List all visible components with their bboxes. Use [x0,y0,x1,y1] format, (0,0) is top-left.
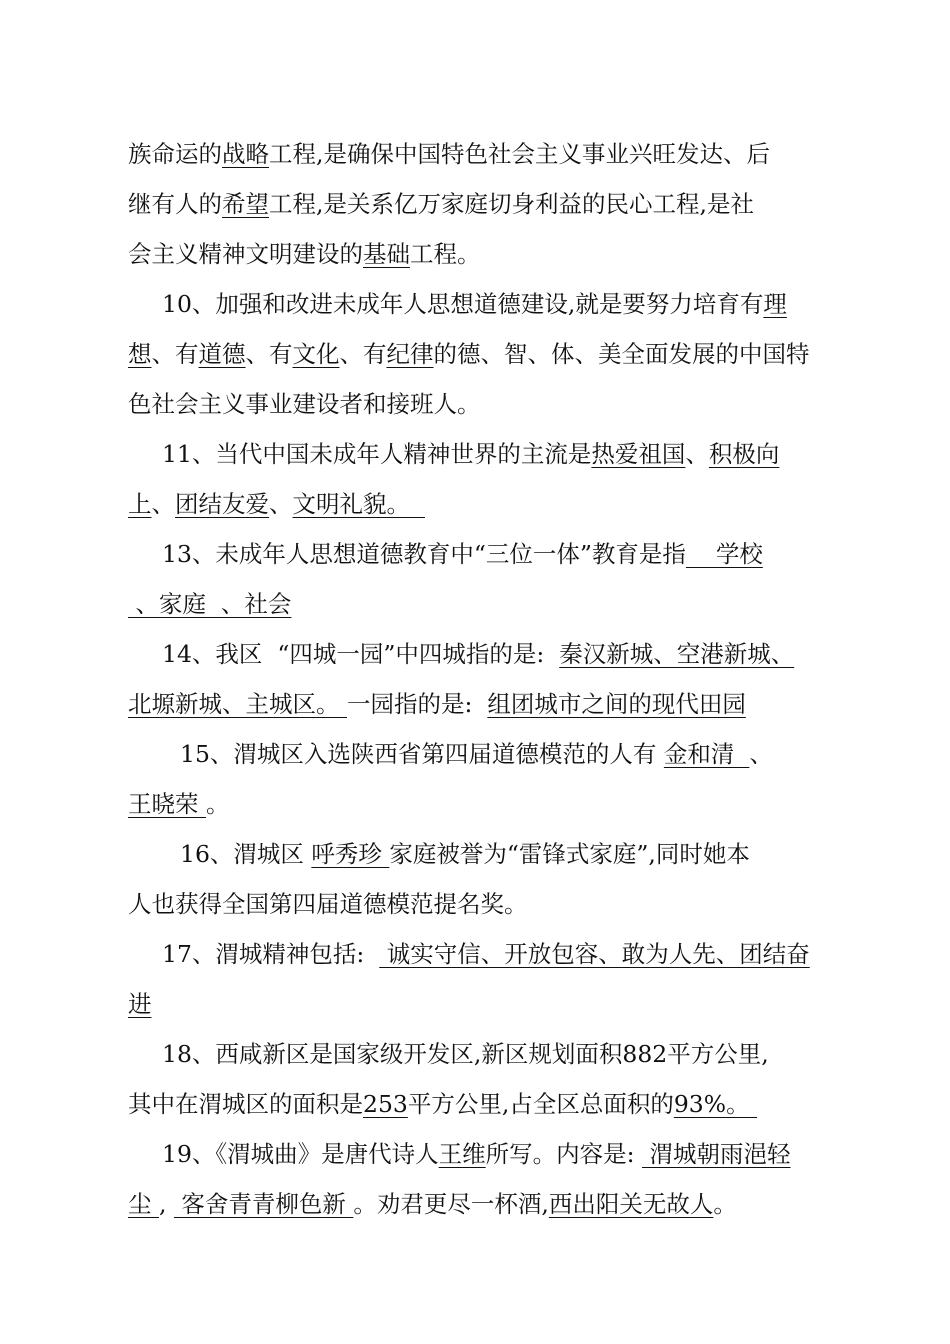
text-line [0,1182,950,1226]
question-17 [0,932,950,976]
text-segment: 的德、智、体、美全面发展的中国特 [433,340,810,368]
text-segment: 19、《渭城曲》是唐代诗人 [162,1140,439,1168]
text-segment: 。 [713,1190,737,1218]
answer-underlined: 热爱祖国 [591,440,686,468]
text-segment: 15、渭城区入选陕西省第四届道德模范的人有 [180,740,664,768]
answer-underlined: 道德 [198,340,246,368]
question-11 [0,432,950,476]
question-16 [0,832,950,876]
text-segment: 其中在渭城区的面积是 [128,1090,363,1118]
text-line [0,782,950,826]
text-segment: 。 [205,790,230,818]
text-segment: 家庭被誉为“雷锋式家庭”,同时她本 [389,840,750,868]
text-line [0,882,950,926]
answer-underlined: 理 [763,290,787,318]
question-19 [0,1132,950,1176]
text-segment: 、有 [339,340,387,368]
text-segment: 所写。内容是: [485,1140,643,1168]
text-segment: 色社会主义事业建设者和接班人。 [128,390,481,418]
answer-underlined: 王维 [438,1140,486,1168]
text-segment: 13、未成年人思想道德教育中“三位一体”教育是指 [162,540,686,568]
answer-underlined: 战略 [222,140,269,168]
text-segment: 16、渭城区 [180,840,312,868]
answer-underlined: 基础 [363,240,410,268]
text-line [0,482,950,526]
answer-underlined: 组团城市之间的现代田园 [487,690,746,718]
answer-underlined: 学校 [685,540,763,568]
answer-underlined: 团结友爱 [175,490,269,518]
text-segment: 平方公里,占全区总面积的 [407,1090,674,1118]
text-line [0,332,950,376]
text-segment: 。劝君更尽一杯酒, [353,1190,549,1218]
text-line [0,982,950,1026]
text-segment: , [158,1190,174,1218]
text-segment: 工程,是确保中国特色社会主义事业兴旺发达、后 [269,140,770,168]
text-segment: 、 [685,440,709,468]
answer-underlined: 文化 [292,340,340,368]
text-line [0,132,950,176]
answer-underlined: 希望 [222,190,269,218]
answer-underlined: 呼秀珍 [311,840,390,868]
answer-underlined: 西出阳关无故人 [548,1190,714,1218]
text-line [0,1082,950,1126]
text-segment: 族命运的 [128,140,222,168]
text-line [0,582,950,626]
text-segment: 、 [269,490,293,518]
answer-underlined: 纪律 [386,340,434,368]
answer-underlined: 王晓荣 [128,790,206,818]
text-segment: 工程。 [410,240,481,268]
answer-underlined: 进 [128,990,152,1018]
answer-underlined: 渭城朝雨浥轻 [642,1140,791,1168]
text-segment: 、有 [151,340,199,368]
answer-underlined: 93%。 [673,1090,758,1118]
text-line [0,232,950,276]
text-segment: 17、渭城精神包括: [162,940,380,968]
answer-underlined: 想 [128,340,152,368]
answer-underlined: 北塬新城、主城区。 [128,690,347,718]
text-segment: 10、加强和改进未成年人思想道德建设,就是要努力培育有 [162,290,764,318]
answer-underlined: 积极向 [708,440,780,468]
text-line [0,182,950,226]
answer-underlined: 尘 [128,1190,159,1218]
text-segment: 11、当代中国未成年人精神世界的主流是 [162,440,592,468]
answer-underlined: 上 [128,490,152,518]
answer-underlined: 诚实守信、开放包容、敢为人先、团结奋 [379,940,810,968]
answer-underlined: 253 [363,1090,408,1118]
answer-underlined: 文明礼貌。 [292,490,425,518]
text-line [0,382,950,426]
question-15 [0,732,950,776]
text-segment: 工程,是关系亿万家庭切身利益的民心工程,是社 [269,190,754,218]
text-segment: 、有 [245,340,293,368]
text-segment: 18、西咸新区是国家级开发区,新区规划面积882平方公里, [162,1040,769,1068]
answer-underlined: 客舍青青柳色新 [173,1190,354,1218]
text-segment: 继有人的 [128,190,222,218]
text-segment: 、 [749,740,773,768]
text-segment: 、 [151,490,175,518]
text-segment: 14、我区 “四城一园”中四城指的是: [162,640,560,668]
answer-underlined: 秦汉新城、空港新城、 [559,640,795,668]
answer-underlined: 金和清 [663,740,750,768]
answer-underlined: 、家庭 、社会 [128,590,292,618]
text-segment: 会主义精神文明建设的 [128,240,363,268]
text-line [0,682,950,726]
question-14 [0,632,950,676]
question-13 [0,532,950,576]
question-18 [0,1032,950,1076]
question-10 [0,282,950,326]
text-segment: 一园指的是: [346,690,488,718]
text-segment: 人也获得全国第四届道德模范提名奖。 [128,890,528,918]
